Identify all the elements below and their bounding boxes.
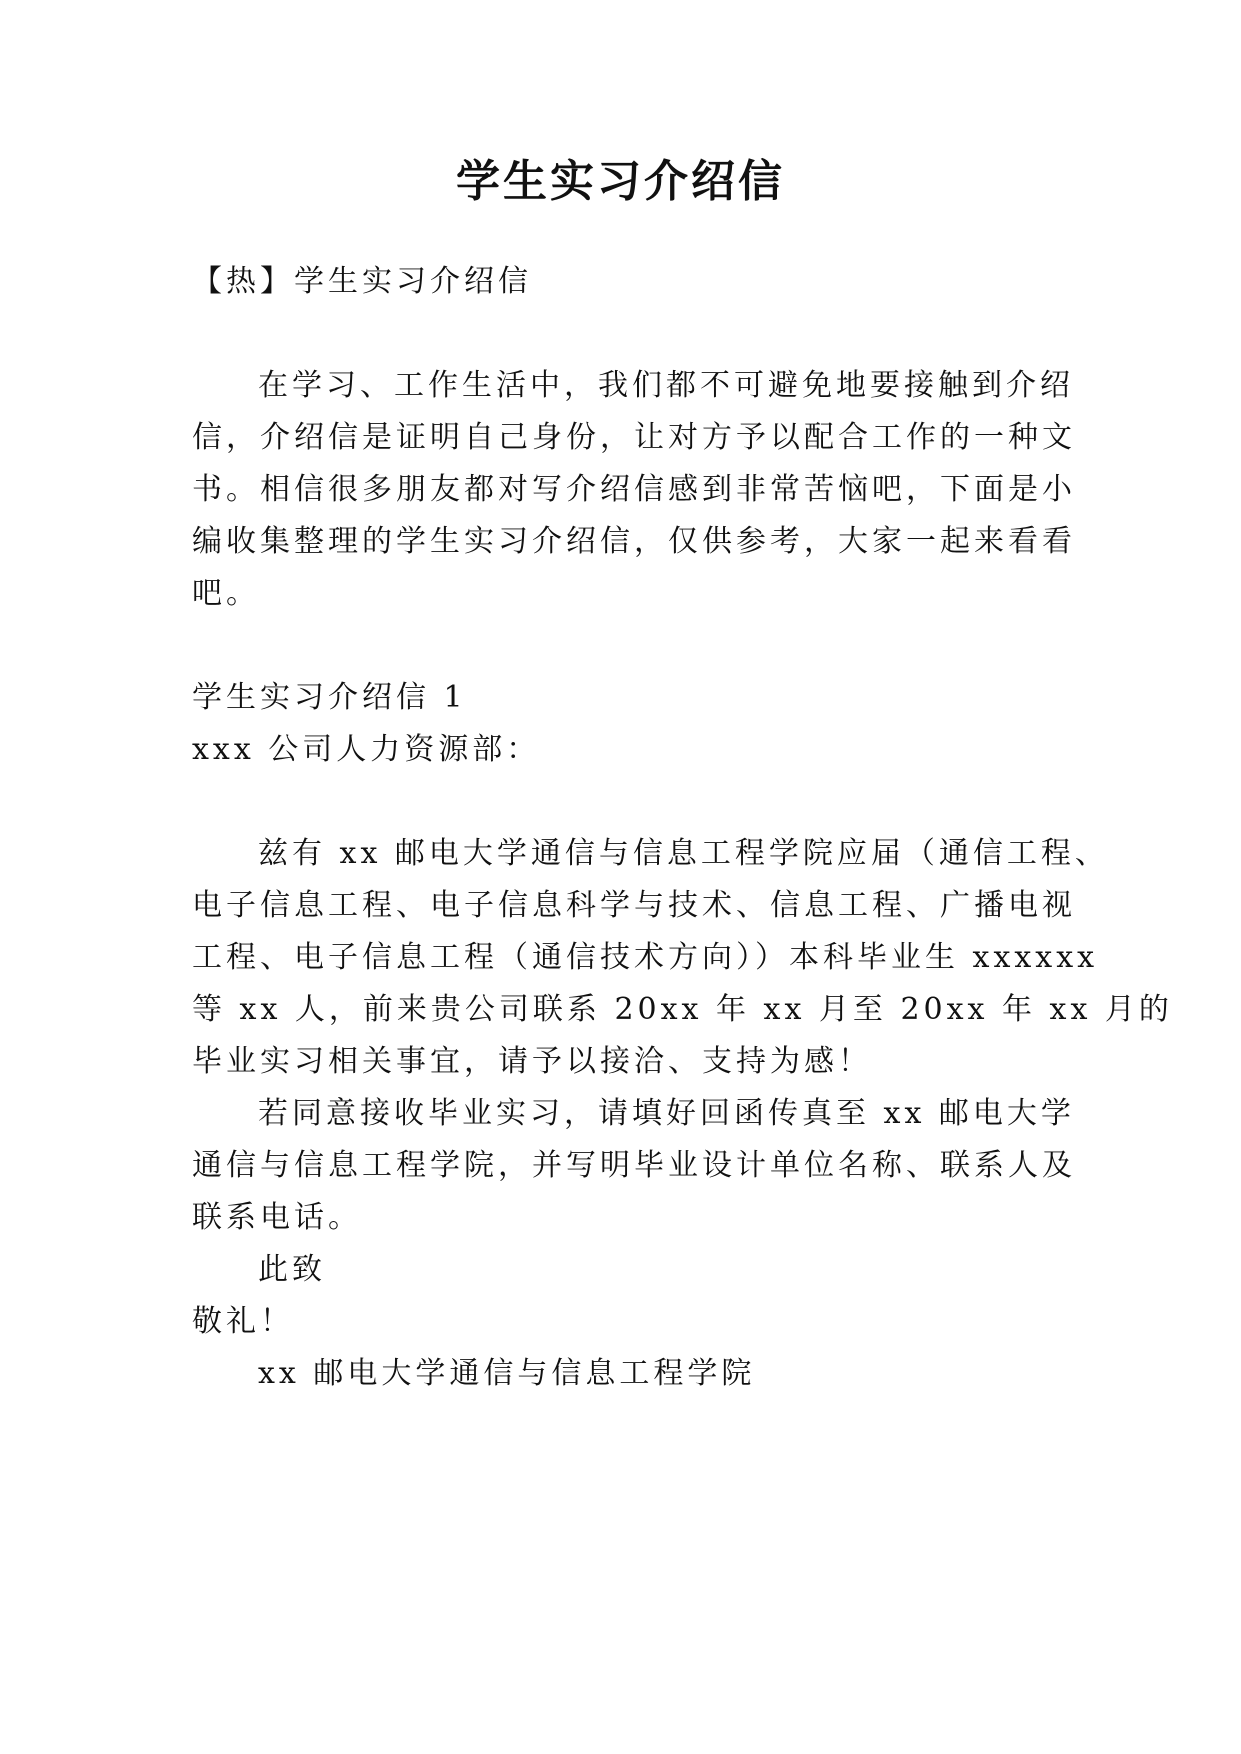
intro-line: 在学习、工作生活中，我们都不可避免地要接触到介绍 bbox=[258, 368, 1074, 403]
body-line: 工程、电子信息工程（通信技术方向））本科毕业生 xxxxxx bbox=[192, 940, 1099, 975]
body-line: 联系电话。 bbox=[192, 1200, 362, 1235]
body-line: 兹有 xx 邮电大学通信与信息工程学院应届（通信工程、 bbox=[258, 836, 1109, 871]
body-line: 若同意接收毕业实习，请填好回函传真至 xx 邮电大学 bbox=[258, 1096, 1075, 1131]
body-line: 毕业实习相关事宜，请予以接洽、支持为感！ bbox=[192, 1044, 872, 1079]
document-subtitle: 【热】学生实习介绍信 bbox=[192, 264, 532, 299]
section-heading: 学生实习介绍信 1 bbox=[192, 680, 467, 715]
salutation: xxx 公司人力资源部： bbox=[192, 732, 541, 767]
intro-line: 书。相信很多朋友都对写介绍信感到非常苦恼吧，下面是小 bbox=[192, 472, 1076, 507]
document-title: 学生实习介绍信 bbox=[456, 156, 785, 207]
intro-line: 吧。 bbox=[192, 576, 260, 611]
intro-line: 信，介绍信是证明自己身份，让对方予以配合工作的一种文 bbox=[192, 420, 1076, 455]
intro-line: 编收集整理的学生实习介绍信，仅供参考，大家一起来看看 bbox=[192, 524, 1076, 559]
body-line: 通信与信息工程学院，并写明毕业设计单位名称、联系人及 bbox=[192, 1148, 1076, 1183]
closing-line: 此致 bbox=[258, 1252, 326, 1287]
signature: xx 邮电大学通信与信息工程学院 bbox=[258, 1356, 756, 1391]
closing-regards: 敬礼！ bbox=[192, 1304, 294, 1339]
body-line: 等 xx 人，前来贵公司联系 20xx 年 xx 月至 20xx 年 xx 月的 bbox=[192, 992, 1173, 1027]
body-line: 电子信息工程、电子信息科学与技术、信息工程、广播电视 bbox=[192, 888, 1076, 923]
